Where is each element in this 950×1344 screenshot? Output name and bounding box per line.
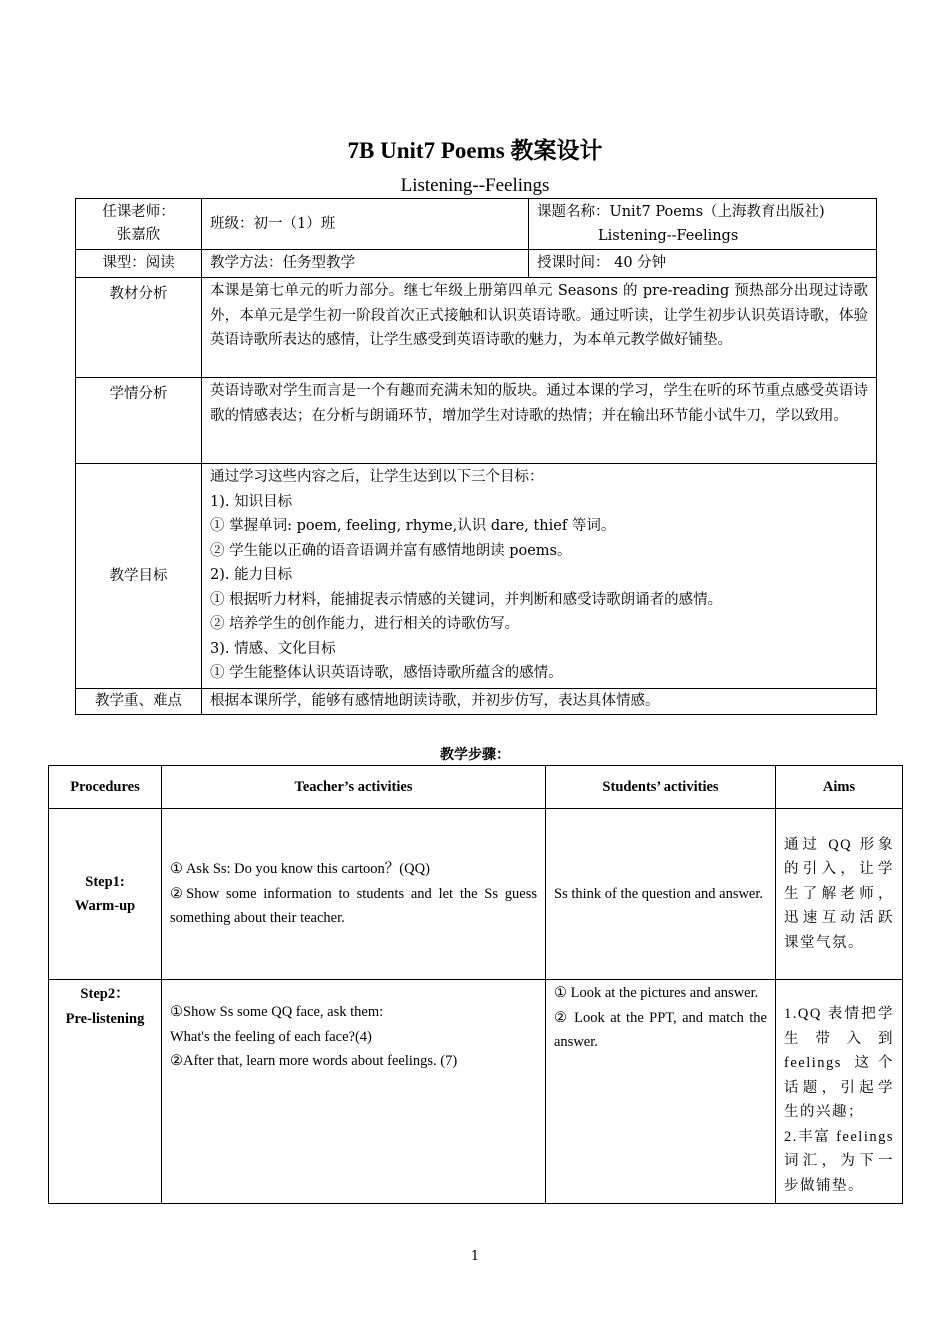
lesson-time: 授课时间： 40 分钟	[529, 250, 877, 278]
goal-line: ② 培养学生的创作能力，进行相关的诗歌仿写。	[210, 616, 520, 632]
lesson-info-table	[75, 198, 877, 715]
activity-line: What's the feeling of each face?(4)	[170, 1028, 372, 1045]
goal-line: 通过学习这些内容之后，让学生达到以下三个目标：	[210, 469, 544, 485]
teacher-label: 任课老师：	[102, 204, 175, 220]
step-name: Pre-listening	[65, 1010, 145, 1027]
teaching-steps-table	[48, 765, 903, 1204]
material-label: 教材分析	[76, 278, 202, 378]
activity-line: ① Look at the pictures and answer.	[554, 985, 759, 1001]
activity-line: ②Show some information to students and let the Ss guess something about their teacher.	[170, 885, 537, 927]
learner-text: 英语诗歌对学生而言是一个有趣而充满未知的版块。通过本课的学习，学生在听的环节重点感受英语诗歌的情感表达；在分析与朗诵环节，增加学生对诗歌的热情；并在输出环节能小试牛刀，学以致用。	[202, 378, 877, 464]
lesson-type: 课型：阅读	[76, 250, 202, 278]
step-number: Step1:	[85, 873, 125, 890]
goal-line: 3). 情感、文化目标	[210, 640, 336, 657]
aim-line: 通过 QQ 形象的引入，让学生了解老师，迅速互动活跃课堂气氛。	[784, 836, 894, 951]
page-number: 1	[470, 1249, 480, 1264]
activity-line: ① Ask Ss: Do you know this cartoon？(QQ)	[170, 861, 430, 878]
teacher-activities	[162, 809, 546, 980]
step-row	[49, 980, 903, 1204]
activity-line: Ss think of the question and answer.	[554, 885, 764, 902]
goal-line: 2). 能力目标	[210, 567, 293, 583]
step-label	[49, 980, 162, 1204]
step-aims	[776, 980, 903, 1204]
info-row-goals	[76, 464, 877, 689]
goal-line: ① 根据听力材料，能捕捉表示情感的关键词，并判断和感受诗歌朗诵者的感情。	[210, 591, 723, 608]
goal-line: ② 学生能以正确的语音语调并富有感情地朗读 poems。	[210, 542, 572, 559]
step-aims	[776, 809, 903, 980]
student-activities	[546, 980, 776, 1204]
learner-label: 学情分析	[76, 378, 202, 464]
activity-line: ①Show Ss some QQ face, ask them:	[170, 1004, 384, 1020]
key-label: 教学重、难点	[76, 689, 202, 715]
key-text: 根据本课所学，能够有感情地朗读诗歌，并初步仿写，表达具体情感。	[202, 689, 877, 715]
info-row-key	[76, 689, 877, 715]
header-aims: Aims	[776, 766, 903, 809]
activity-line: ② Look at the PPT, and match the answer.	[554, 1009, 767, 1050]
step-label	[49, 809, 162, 980]
header-procedures: Procedures	[49, 766, 162, 809]
goal-line: ① 掌握单词: poem, feeling, rhyme,认识 dare, thief 等词。	[210, 518, 616, 534]
page-title: 7B Unit7 Poems 教案设计	[347, 138, 603, 163]
course-title: 课题名称：Unit7 Poems（上海教育出版社)	[537, 204, 825, 220]
goal-line: 1). 知识目标	[210, 493, 293, 510]
header-teacher: Teacher’s activities	[162, 766, 546, 809]
aim-line: 1.QQ 表情把学生带入到 feelings 这个话题，引起学生的兴趣；	[784, 1006, 894, 1120]
steps-header-row	[49, 766, 903, 809]
class-cell: 班级：初一（1）班	[202, 199, 529, 250]
teacher-activities	[162, 980, 546, 1204]
page-subtitle: Listening--Feelings	[400, 175, 550, 196]
goals-label: 教学目标	[76, 464, 202, 689]
step-number: Step2：	[80, 986, 130, 1002]
step-name: Warm-up	[74, 898, 136, 914]
goal-line: ① 学生能整体认识英语诗歌，感悟诗歌所蕴含的感情。	[210, 665, 563, 681]
course-subtitle: Listening--Feelings	[598, 228, 739, 244]
info-row-material	[76, 278, 877, 378]
aim-line: 2.丰富 feelings 词汇，为下一步做铺垫。	[784, 1128, 894, 1194]
info-row-type	[76, 250, 877, 278]
activity-line: ②After that, learn more words about feelings. (7)	[170, 1053, 458, 1069]
student-activities	[546, 809, 776, 980]
steps-heading: 教学步骤：	[440, 747, 510, 763]
teacher-name: 张嘉欣	[116, 227, 161, 243]
teaching-method: 教学方法：任务型教学	[202, 250, 529, 278]
material-text: 本课是第七单元的听力部分。继七年级上册第四单元 Seasons 的 pre-reading 预热部分出现过诗歌外，本单元是学生初一阶段首次正式接触和认识英语诗歌。通过听读，让学生初步认识英语诗歌，体验英语诗歌所表达的感情，让学生感受到英语诗歌的魅力，为本单元教学做好铺垫。	[202, 278, 877, 378]
goals-cell	[202, 464, 877, 689]
info-row-learner	[76, 378, 877, 464]
header-students: Students’ activities	[546, 766, 776, 809]
teacher-cell	[76, 199, 202, 250]
course-cell	[529, 199, 877, 250]
step-row	[49, 809, 903, 980]
info-row-teacher	[76, 199, 877, 250]
